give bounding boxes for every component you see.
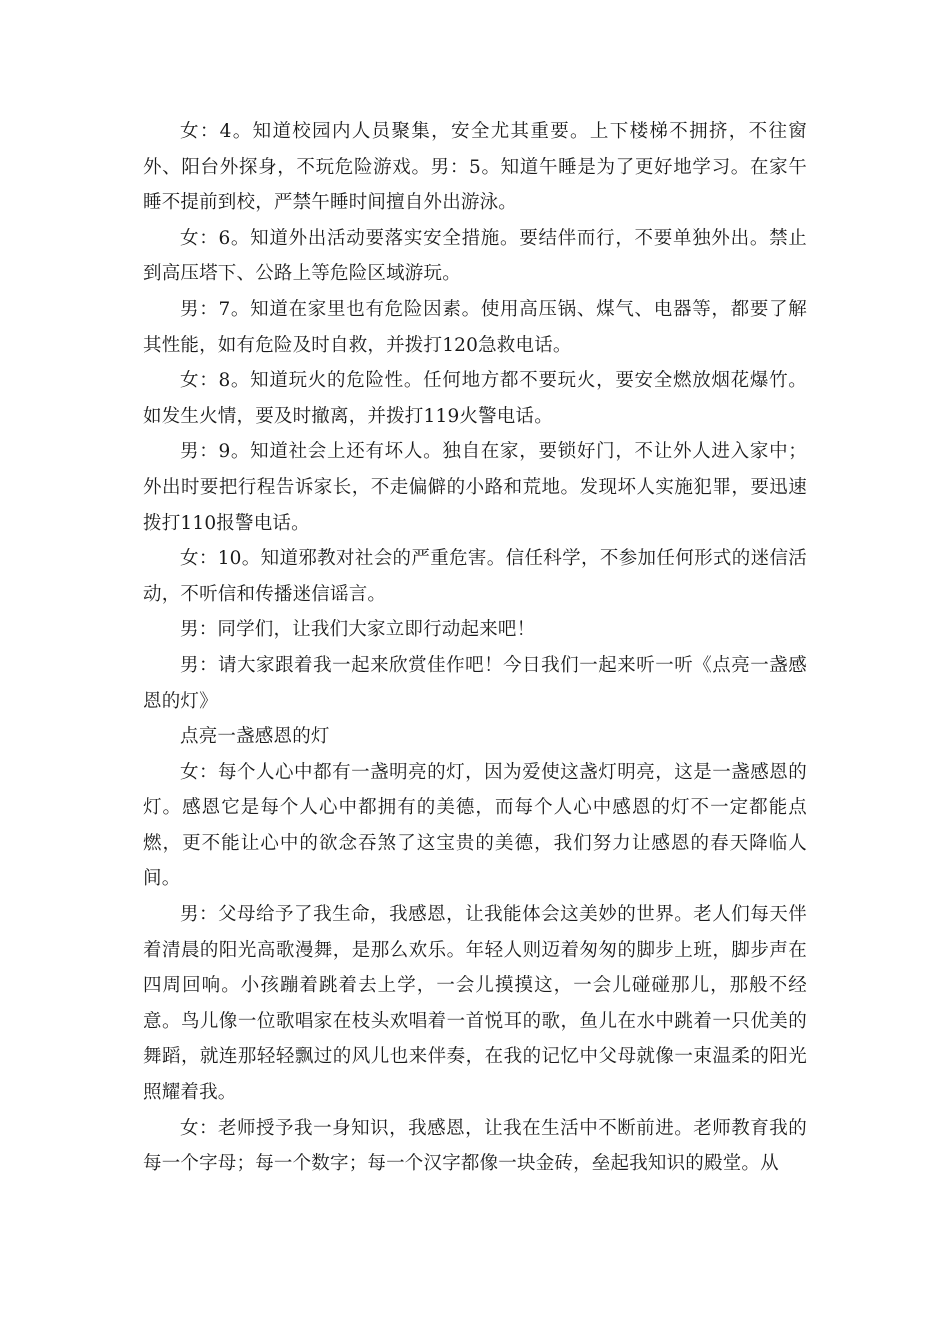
paragraph-rule-4-5: 女：4。知道校园内人员聚集，安全尤其重要。上下楼梯不拥挤，不往窗外、阳台外探身，不玩危险游戏。男：5。知道午睡是为了更好地学习。在家午睡不提前到校，严禁午睡时间擅自外出游泳。: [143, 121, 807, 214]
paragraph-introduction: 男：请大家跟着我一起来欣赏佳作吧！今日我们一起来听一听《点亮一盏感恩的灯》: [143, 654, 807, 712]
paragraph-rule-6: 女：6。知道外出活动要落实安全措施。要结伴而行，不要单独外出。禁止到高压塔下、公路上等危险区域游玩。: [143, 227, 807, 285]
section-title: 点亮一盏感恩的灯: [180, 726, 330, 748]
paragraph-gratitude-lamp: 女：每个人心中都有一盏明亮的灯，因为爱使这盏灯明亮，这是一盏感恩的灯。感恩它是每个人心中都拥有的美德，而每个人心中感恩的灯不一定都能点燃，更不能让心中的欲念吞煞了这宝贵的美德，我们努力让感恩的春天降临人间。: [143, 761, 807, 890]
paragraph-rule-7: 男：7。知道在家里也有危险因素。使用高压锅、煤气、电器等，都要了解其性能，如有危险及时自救，并拨打120急救电话。: [143, 298, 807, 356]
document-body: [143, 114, 807, 1182]
paragraph-rule-10: 女：10。知道邪教对社会的严重危害。信任科学，不参加任何形式的迷信活动，不听信和传播迷信谣言。: [143, 548, 807, 605]
paragraph-gratitude-teachers: 女：老师授予我一身知识，我感恩，让我在生活中不断前进。老师教育我的每一个字母；每一个数字；每一个汉字都像一块金砖，垒起我知识的殿堂。从: [143, 1117, 807, 1175]
paragraph-call-to-action: 男：同学们，让我们大家立即行动起来吧！: [180, 619, 536, 641]
paragraph-gratitude-parents: 男：父母给予了我生命，我感恩，让我能体会这美妙的世界。老人们每天伴着清晨的阳光高歌漫舞，是那么欢乐。年轻人则迈着匆匆的脚步上班，脚步声在四周回响。小孩蹦着跳着去上学，一会儿摸摸这，一会儿碰碰那儿，那般不经意。鸟儿像一位歌唱家在枝头欢唱着一首悦耳的歌，鱼儿在水中跳着一只优美的舞蹈，就连那轻轻飘过的风儿也来伴奏，在我的记忆中父母就像一束温柔的阳光照耀着我。: [143, 904, 807, 1104]
paragraph-rule-9: 男：9。知道社会上还有坏人。独自在家，要锁好门，不让外人进入家中；外出时要把行程告诉家长，不走偏僻的小路和荒地。发现坏人实施犯罪，要迅速拨打110报警电话。: [143, 441, 807, 534]
paragraph-rule-8: 女：8。知道玩火的危险性。任何地方都不要玩火，要安全燃放烟花爆竹。如发生火情，要及时撤离，并拨打119火警电话。: [143, 370, 807, 427]
